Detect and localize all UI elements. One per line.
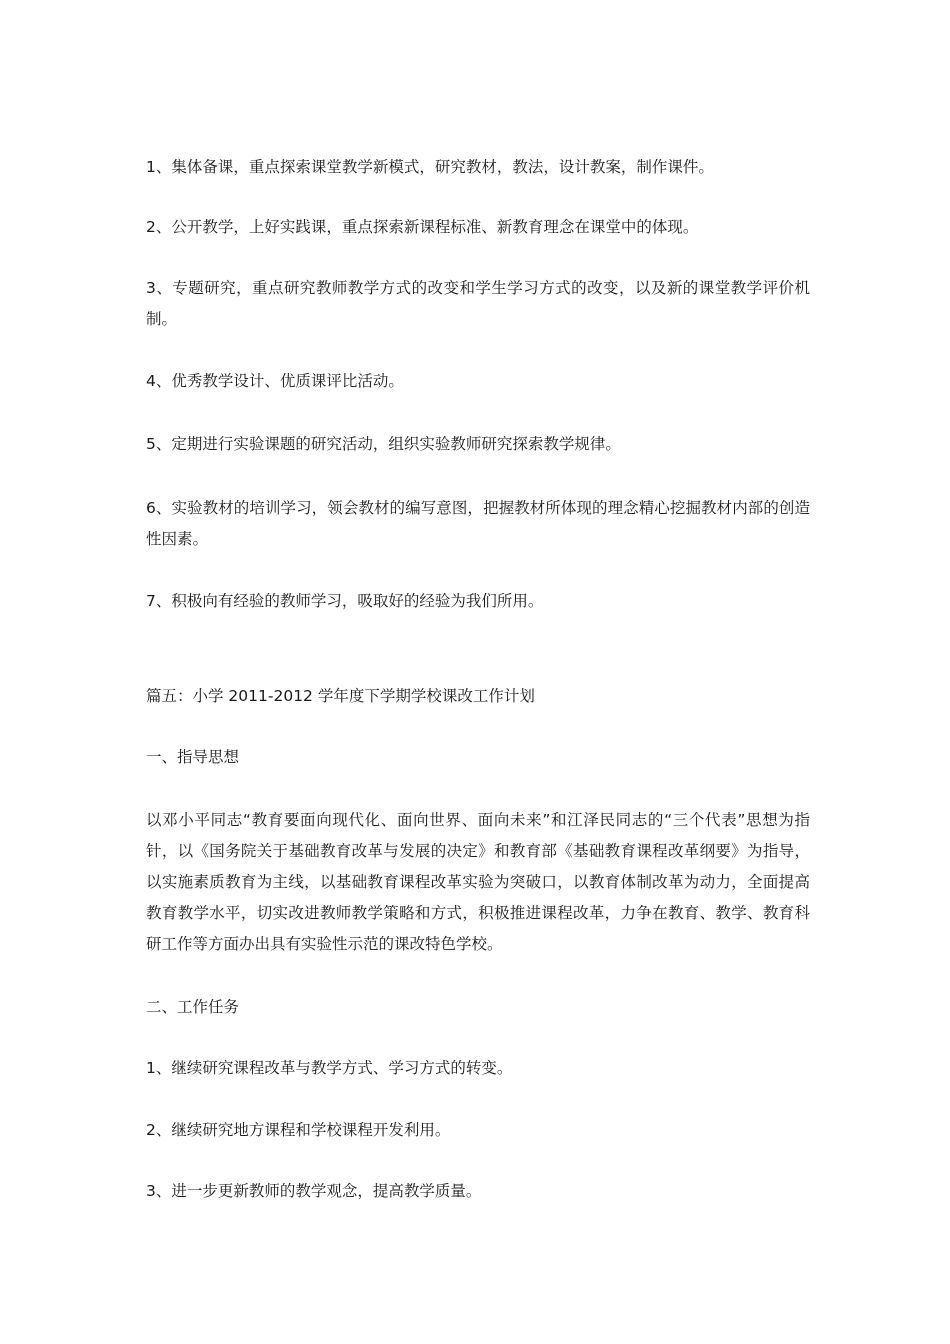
list-item: 1、继续研究课程改革与教学方式、学习方式的转变。 bbox=[146, 1059, 513, 1077]
list-item: 2、公开教学，上好实践课，重点探索新课程标准、新教育理念在课堂中的体现。 bbox=[146, 218, 699, 236]
list-item: 4、优秀教学设计、优质课评比活动。 bbox=[146, 372, 404, 390]
list-item: 6、实验教材的培训学习，领会教材的编写意图，把握教材所体现的理念精心挖掘教材内部的创造性因素。 bbox=[146, 499, 810, 548]
list-item: 3、进一步更新教师的教学观念，提高教学质量。 bbox=[146, 1182, 482, 1200]
list-item: 5、定期进行实验课题的研究活动，组织实验教师研究探索教学规律。 bbox=[146, 435, 621, 453]
heading-guiding-thought: 一、指导思想 bbox=[146, 748, 240, 766]
guiding-paragraph: 以邓小平同志“教育要面向现代化、面向世界、面向未来”和江泽民同志的“三个代表”思想为指针，以《国务院关于基础教育改革与发展的决定》和教育部《基础教育课程改革纲要》为指导，以实施素质教育为主线，以基础教育课程改革实验为突破口，以教育体制改革为动力，全面提高教育教学水平，切实改进教师教学策略和方式，积极推进课程改革，力争在教育、教学、教育科研工作等方面办出具有实验性示范的课改特色学校。 bbox=[146, 811, 810, 953]
list-item: 2、继续研究地方课程和学校课程开发利用。 bbox=[146, 1121, 451, 1139]
list-item: 1、集体备课，重点探索课堂教学新模式，研究教材，教法，设计教案，制作课件。 bbox=[146, 158, 714, 176]
section-title: 篇五：小学 2011-2012 学年度下学期学校课改工作计划 bbox=[146, 687, 535, 705]
list-item: 3、专题研究，重点研究教师教学方式的改变和学生学习方式的改变，以及新的课堂教学评价机制。 bbox=[146, 279, 810, 328]
list-item: 7、积极向有经验的教师学习，吸取好的经验为我们所用。 bbox=[146, 592, 544, 610]
heading-work-tasks: 二、工作任务 bbox=[146, 998, 240, 1016]
